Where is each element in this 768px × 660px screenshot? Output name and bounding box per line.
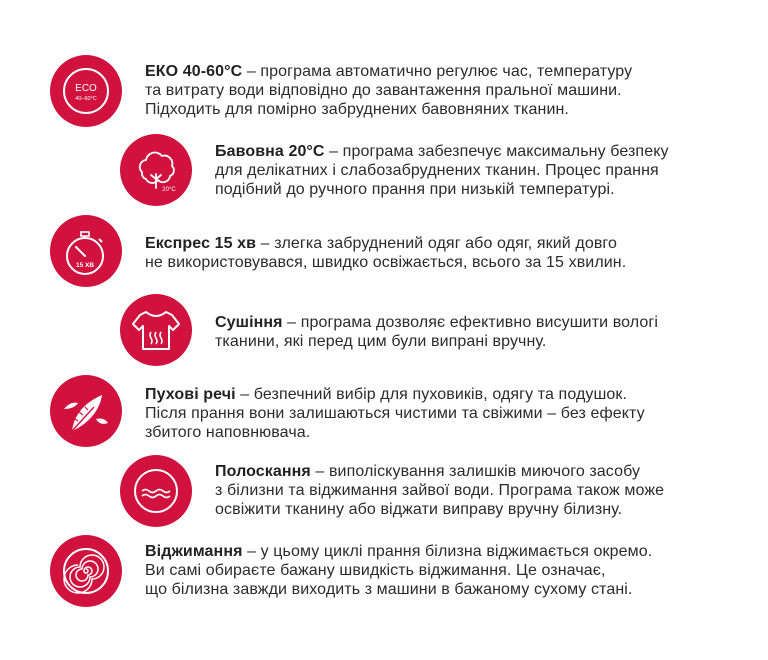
program-text: – злегка забруднений одяг або одяг, який довго xyxy=(256,235,618,252)
program-description xyxy=(215,142,669,199)
program-title: Експрес 15 хв xyxy=(145,235,257,252)
program-description xyxy=(215,313,658,351)
program-text: та витрату води відповідно до завантаження пральної машини. xyxy=(145,82,622,99)
program-text: освіжити тканину або віджати виправу вручну білизну. xyxy=(215,501,623,518)
program-text: для делікатних і слабозабруднених тканин. Процес прання xyxy=(215,162,659,179)
tshirt-dry-icon xyxy=(120,294,192,366)
program-text: – у цьому циклі прання білизна віджимається окремо. xyxy=(242,543,653,560)
eco-icon-label: ECO xyxy=(75,83,97,94)
program-text: Підходить для помірно забруднених бавовняних тканин. xyxy=(145,101,569,118)
stopwatch-icon-label: 15 ХВ xyxy=(75,262,95,269)
program-text: – програма забезпечує максимальну безпеку xyxy=(324,143,669,160)
program-text: – безпечний вибір для пуховиків, одягу та подушок. xyxy=(235,386,628,403)
program-text: що білизна завжди виходить з машини в бажаному сухому стані. xyxy=(145,581,633,598)
program-title: Бавовна 20°C xyxy=(215,143,325,160)
eco-icon xyxy=(50,55,122,127)
program-description xyxy=(145,234,626,272)
program-description xyxy=(145,542,652,599)
program-title: Сушіння xyxy=(215,314,283,331)
program-text: не використовувався, швидко освіжається, всього за 15 хвилин. xyxy=(145,254,627,271)
rinse-icon xyxy=(120,455,192,527)
feather-icon xyxy=(50,375,122,447)
program-description xyxy=(145,385,645,442)
program-text: – програма автоматично регулює час, температуру xyxy=(242,63,633,80)
program-title: Полоскання xyxy=(215,463,311,480)
program-title: Віджимання xyxy=(145,543,243,560)
program-text: Після прання вони залишаються чистими та свіжими – без ефекту xyxy=(145,405,645,422)
eco-icon-temp: 40–60°C xyxy=(75,96,97,102)
spin-icon xyxy=(50,535,122,607)
program-description xyxy=(145,62,632,119)
program-text: збитого наповнювача. xyxy=(145,424,311,441)
cotton-icon xyxy=(120,134,192,206)
program-text: подібний до ручного прання при низькій температурі. xyxy=(215,181,615,198)
stopwatch-icon xyxy=(50,215,122,287)
program-description xyxy=(215,462,664,519)
cotton-icon-temp: 20°C xyxy=(162,187,176,193)
program-text: з білизни та віджимання зайвої води. Програма також може xyxy=(215,482,665,499)
program-text: – програма дозволяє ефективно висушити вологі xyxy=(282,314,658,331)
program-text: – виполіскування залишків миючого засобу xyxy=(310,463,641,480)
program-text: тканини, які перед цим були випрані вручну. xyxy=(215,333,547,350)
program-title: Пухові речі xyxy=(145,386,236,403)
program-title: ЕКО 40-60°C xyxy=(145,63,243,80)
program-text: Ви самі обираєте бажану швидкість віджимання. Це означає, xyxy=(145,562,606,579)
